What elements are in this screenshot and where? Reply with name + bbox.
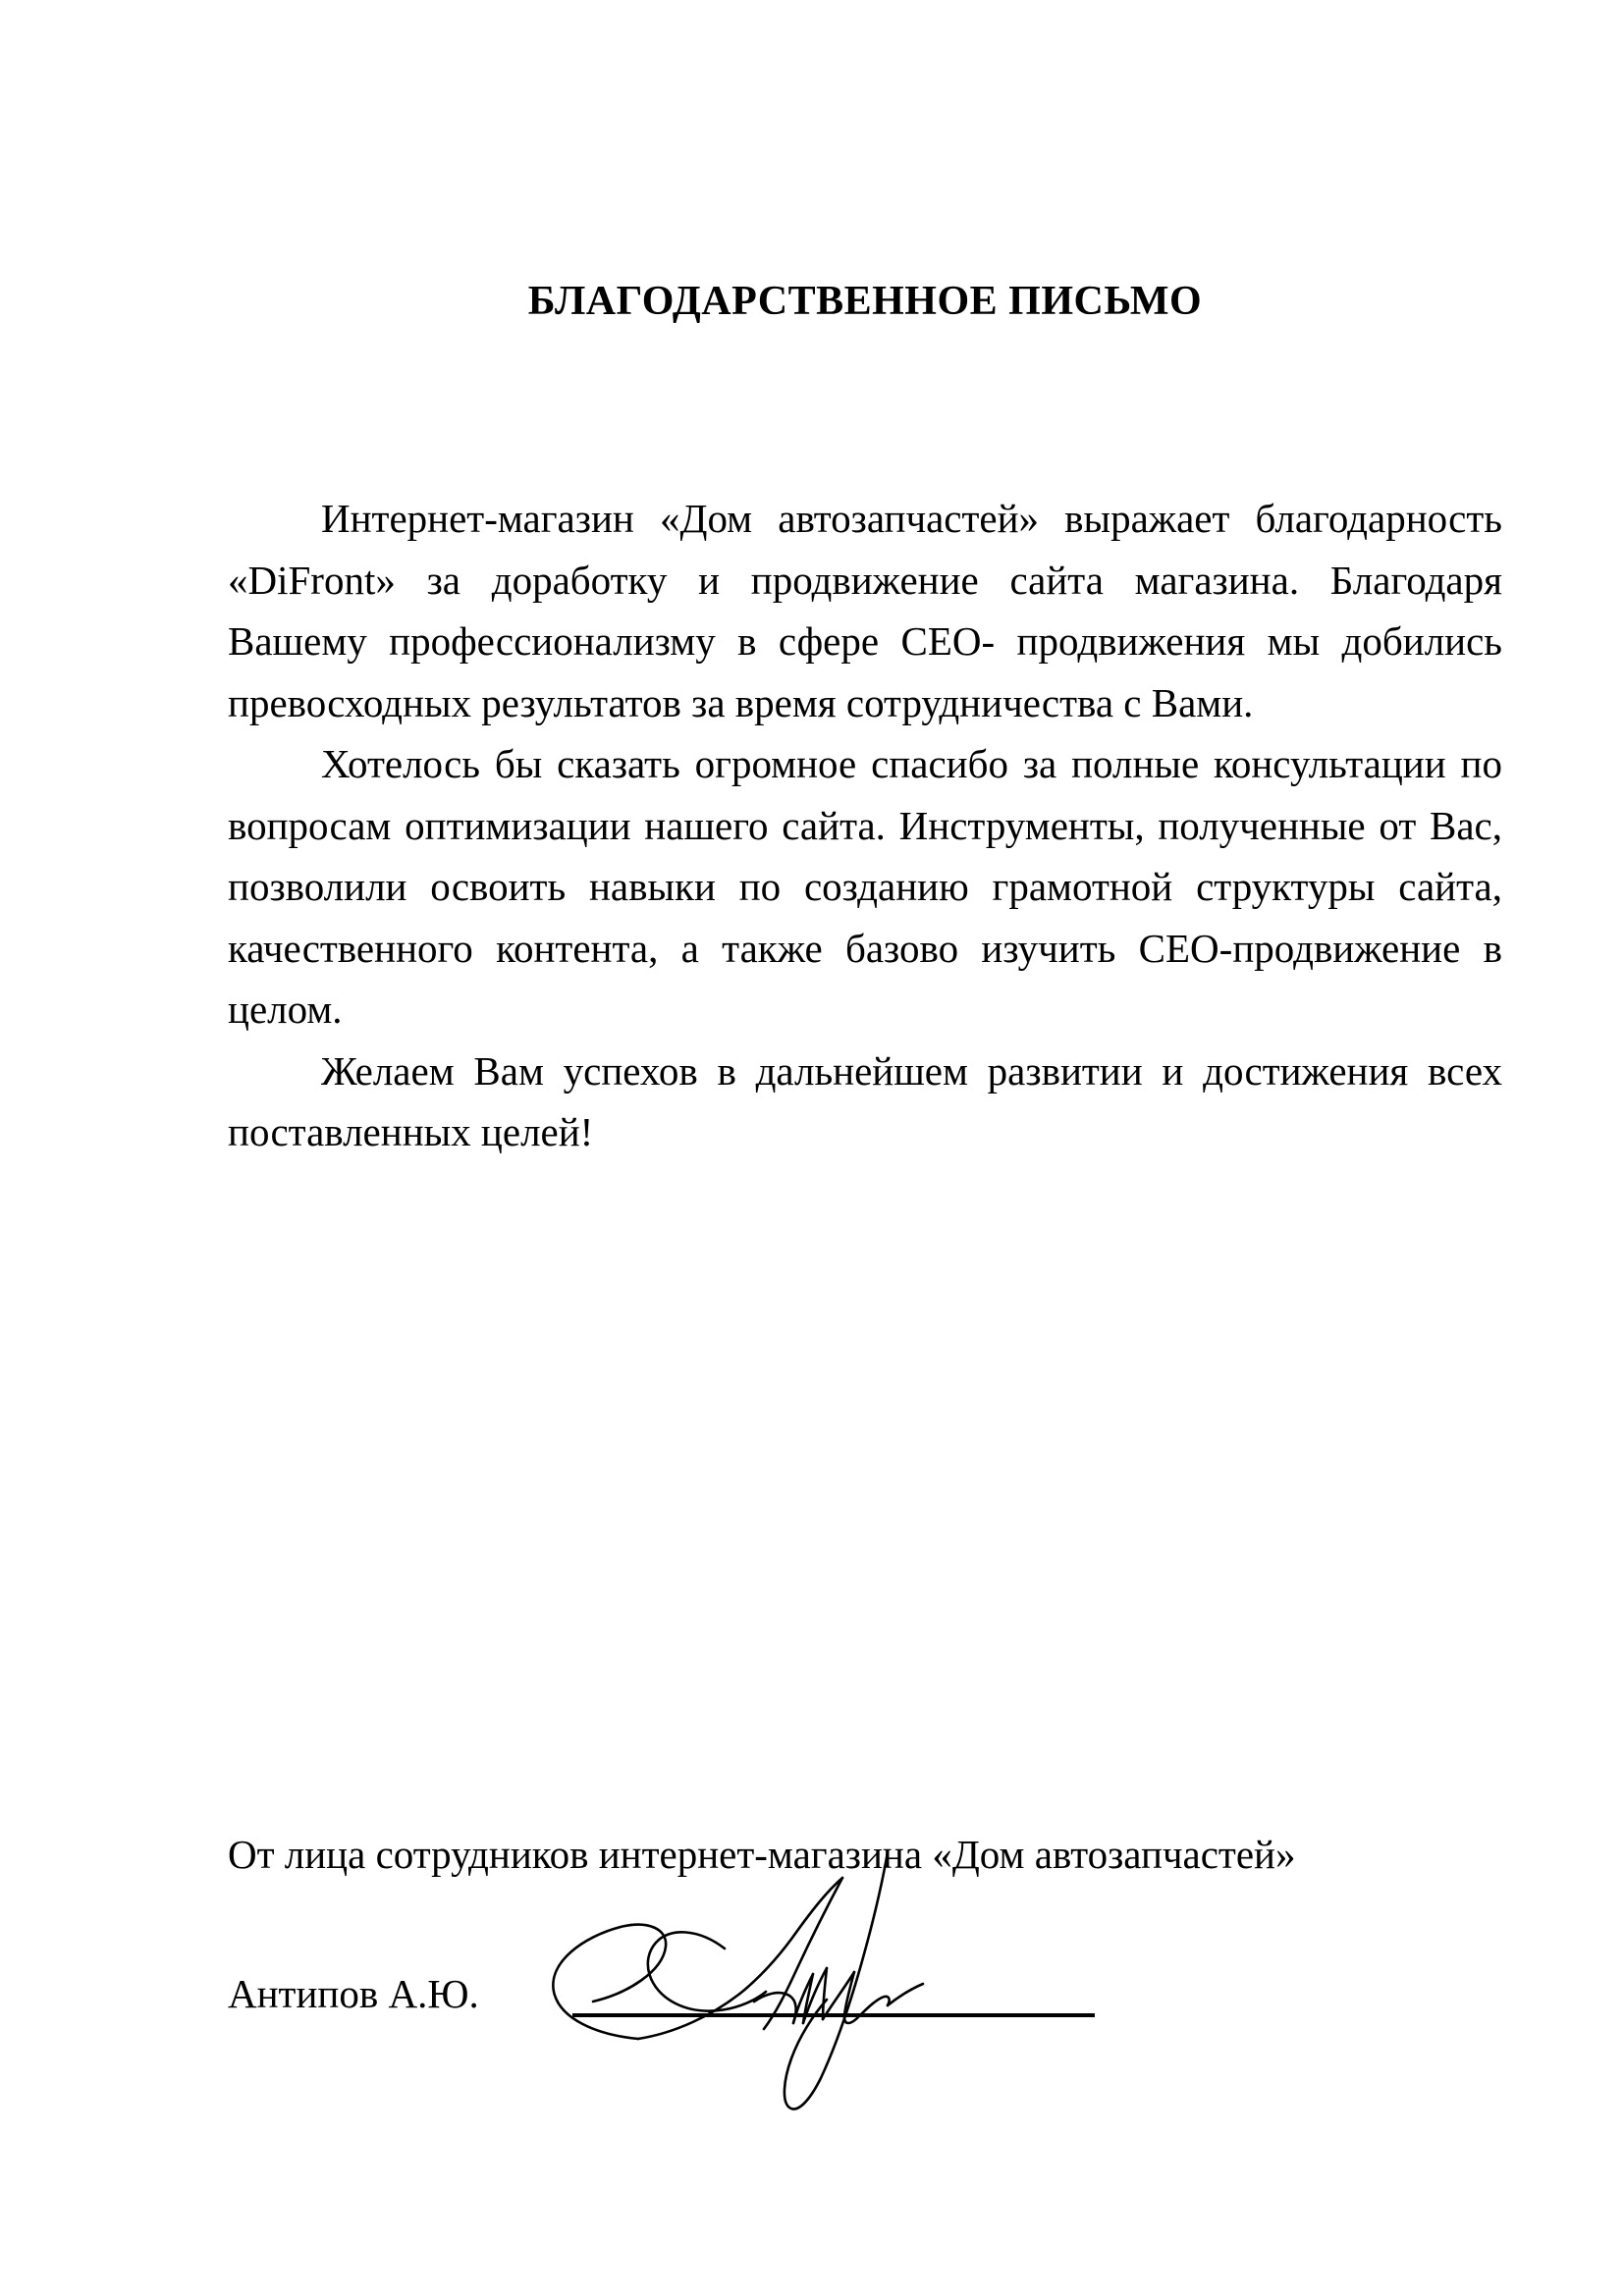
signature-from-line: От лица сотрудников интернет-магазина «Дом автозапчастей» [228, 1832, 1296, 1877]
signature-block [228, 1824, 1502, 2025]
body-paragraph: Желаем Вам успехов в дальнейшем развитии и достижения всех поставленных целей! [228, 1047, 1502, 1155]
signature-rule [572, 2013, 1095, 2017]
page-title: БЛАГОДАРСТВЕННОЕ ПИСЬМО [527, 279, 1203, 324]
body-paragraph: Хотелось бы сказать огромное спасибо за полные консультации по вопросам оптимизации нашего сайта. Инструменты, полученные от Вас, позволили освоить навыки по созданию грамотной структуры сайта, качественного контента, а также базово изучить СЕО-продвижение в целом. [228, 741, 1502, 1033]
body-paragraph: Интернет-магазин «Дом автозапчастей» выражает благодарность «DiFront» за доработку и продвижение сайта магазина. Благодаря Вашему профессионализму в сфере СЕО- продвижения мы добились превосходных результатов за время сотрудничества с Вами. [228, 496, 1502, 725]
signer-name: Антипов А.Ю. [228, 1971, 479, 2017]
letter-body [228, 488, 1502, 1163]
signature-name-row [228, 1947, 1502, 2025]
